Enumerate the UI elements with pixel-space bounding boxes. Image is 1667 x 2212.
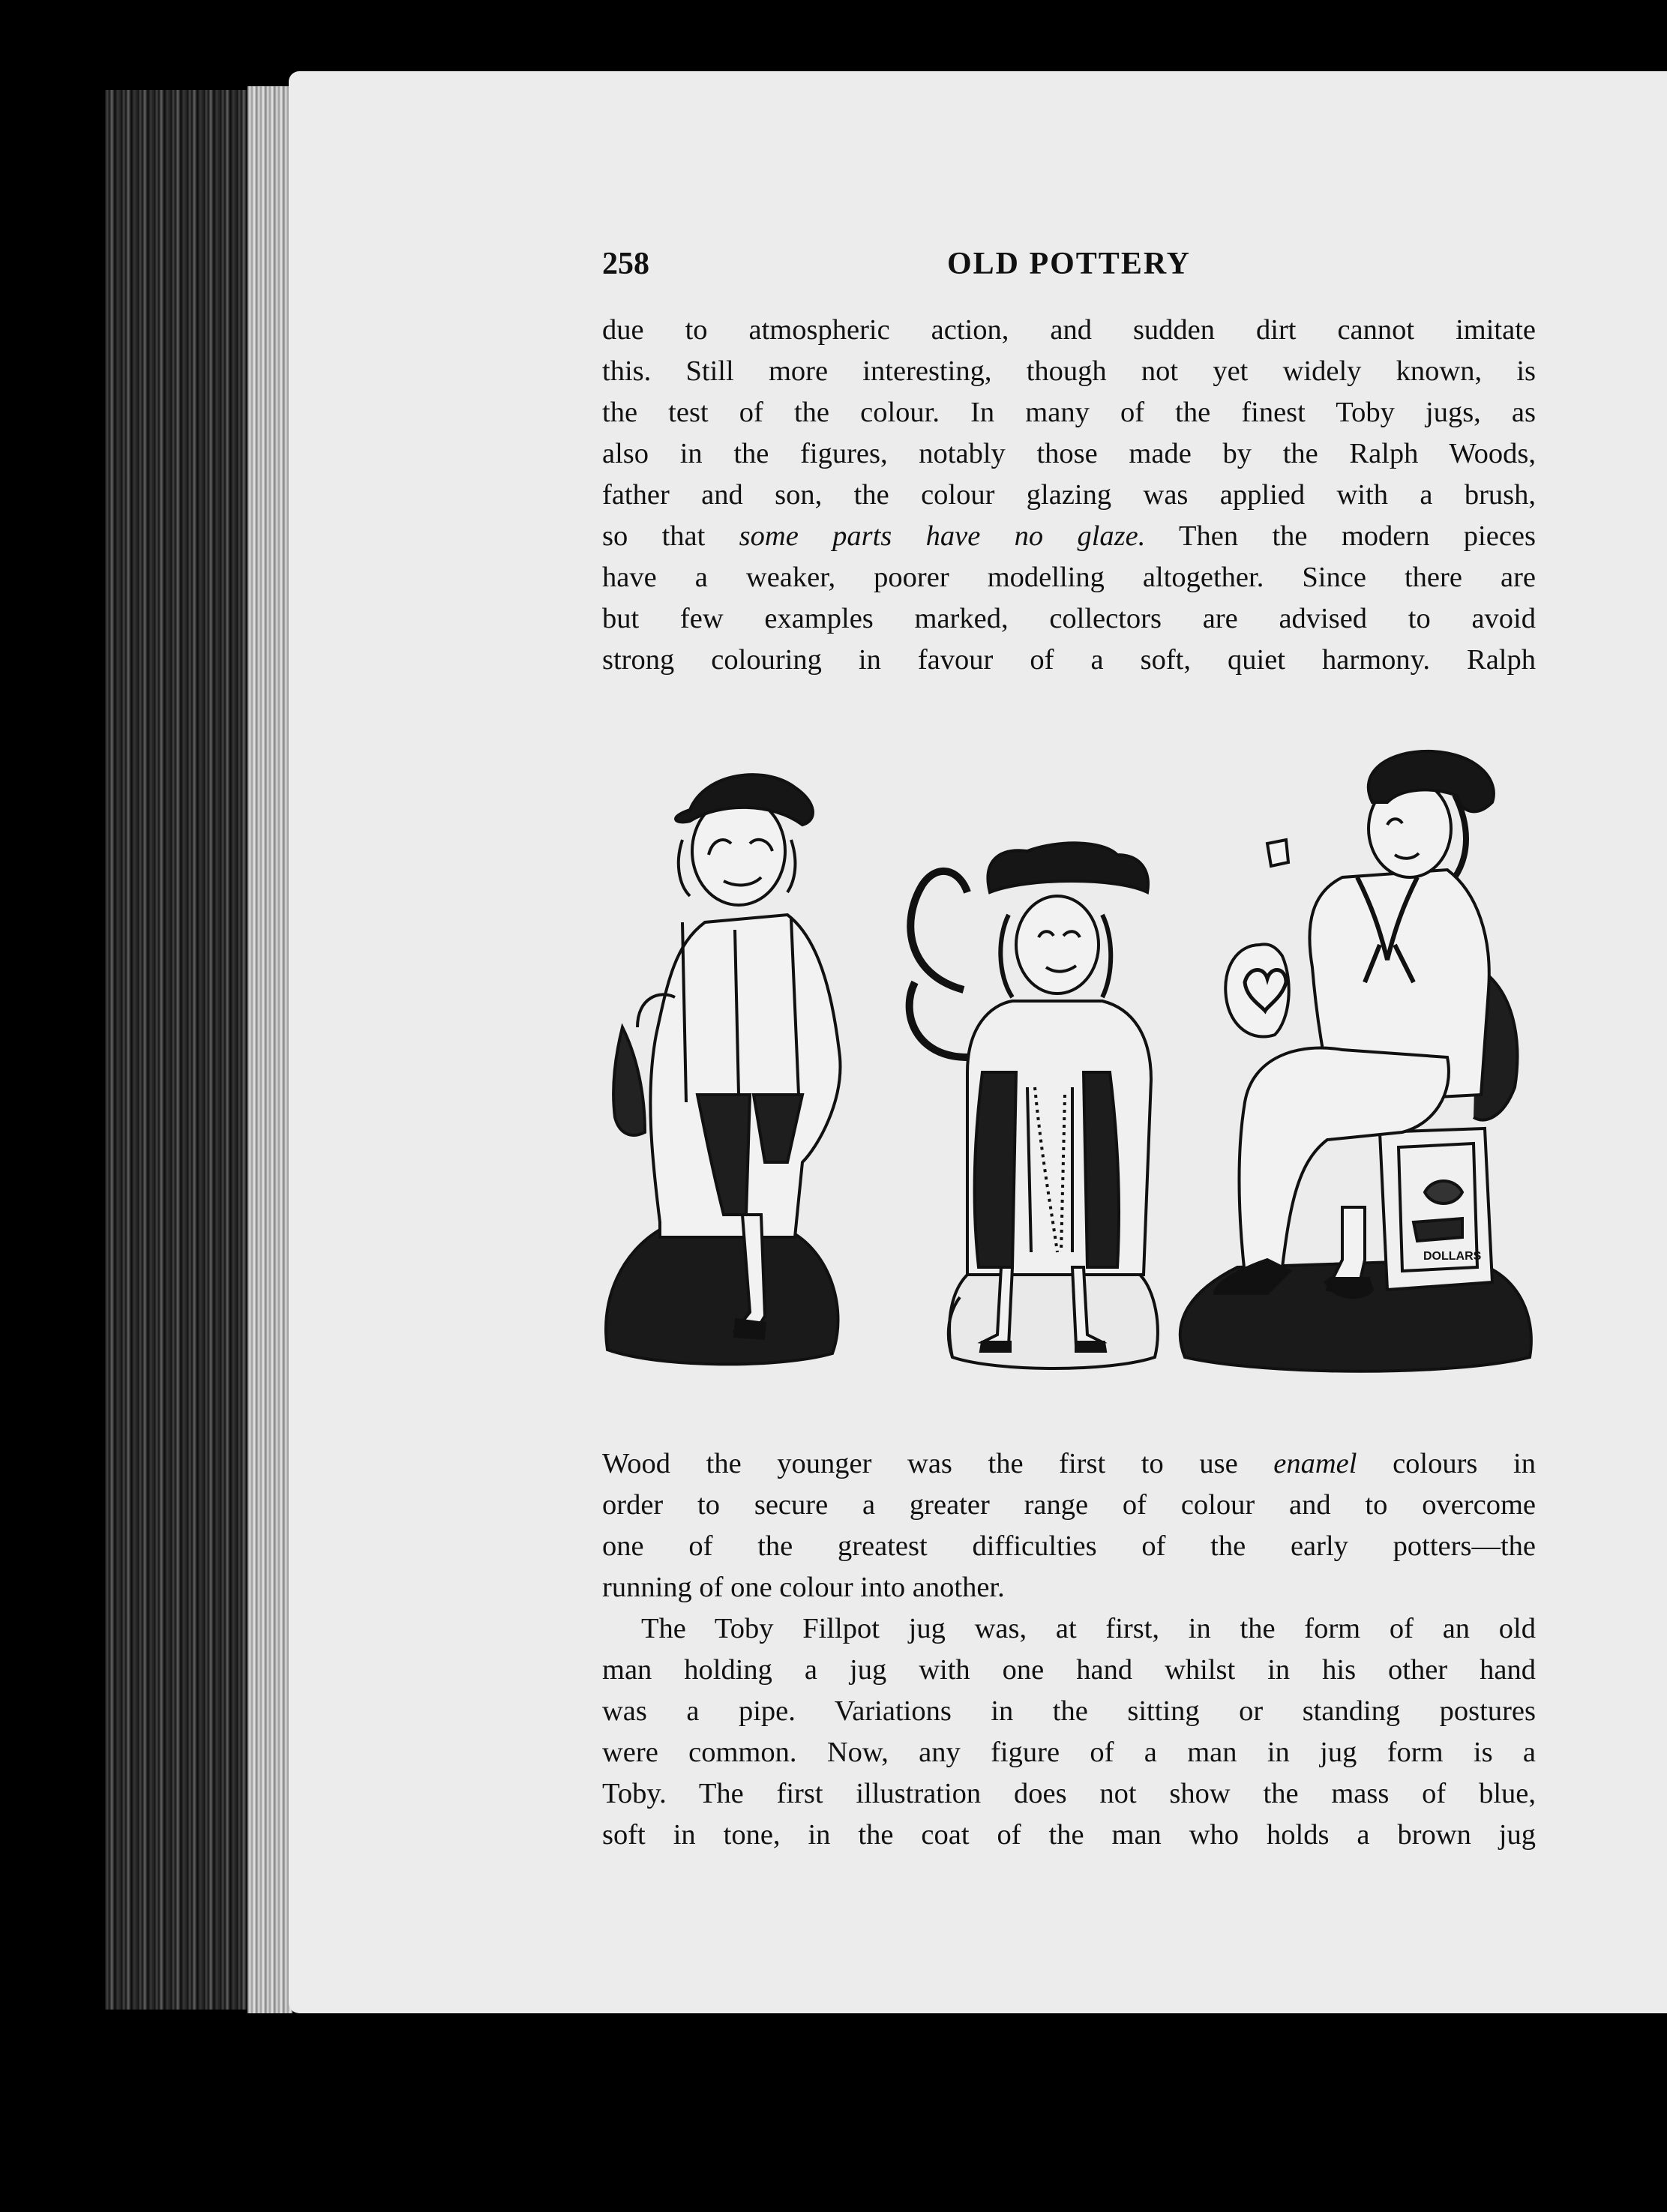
text-line: so that some parts have no glaze. Then the modern pieces bbox=[602, 520, 1537, 552]
toby-jugs-illustration bbox=[592, 742, 1545, 1376]
italic-word: enamel bbox=[1273, 1448, 1357, 1479]
seated-figure-drawing bbox=[1180, 751, 1531, 1371]
text-line: Wood the younger was the first to use enamel colours in bbox=[602, 1448, 1536, 1479]
text-line: was a pipe. Variations in the sitting or standing postures bbox=[602, 1695, 1536, 1727]
standing-figure-drawing bbox=[606, 775, 840, 1364]
page-header bbox=[602, 246, 1536, 285]
text-line: have a weaker, poorer modelling altogether. Since there are bbox=[602, 562, 1536, 593]
text-line: soft in tone, in the coat of the man who holds a brown jug bbox=[602, 1819, 1536, 1851]
page-number: 258 bbox=[602, 247, 649, 281]
page-stack-edge bbox=[247, 86, 292, 2013]
text-line: strong colouring in favour of a soft, quiet harmony. Ralph bbox=[602, 644, 1536, 676]
text-line: The Toby Fillpot jug was, at first, in the form of an old bbox=[641, 1613, 1536, 1644]
paragraph-bottom bbox=[602, 1443, 1536, 1856]
text-line: but few examples marked, collectors are advised to avoid bbox=[602, 603, 1536, 634]
running-head: OLD POTTERY bbox=[946, 247, 1192, 281]
text-line: also in the figures, notably those made by the Ralph Woods, bbox=[602, 438, 1536, 469]
text-line: Toby. The first illustration does not show the mass of blue, bbox=[602, 1778, 1536, 1809]
text-line: one of the greatest difficulties of the early potters—the bbox=[602, 1530, 1536, 1562]
text-line: this. Still more interesting, though not yet widely known, is bbox=[602, 355, 1536, 387]
text-line: running of one colour into another. bbox=[602, 1572, 1005, 1603]
text-line: man holding a jug with one hand whilst in his other hand bbox=[602, 1654, 1536, 1686]
text-line: order to secure a greater range of colour and to overcome bbox=[602, 1489, 1536, 1521]
text-line: due to atmospheric action, and sudden dirt cannot imitate bbox=[602, 314, 1536, 346]
italic-phrase: some parts have no glaze. bbox=[739, 520, 1146, 552]
toby-jug-drawing bbox=[910, 843, 1158, 1368]
paragraph-top bbox=[602, 310, 1536, 681]
box-label-text: DOLLARS bbox=[1423, 1250, 1482, 1263]
text-line: father and son, the colour glazing was applied with a brush, bbox=[602, 479, 1536, 511]
text-line: were common. Now, any figure of a man in jug form is a bbox=[602, 1737, 1536, 1768]
text-line: the test of the colour. In many of the finest Toby jugs, as bbox=[602, 397, 1536, 428]
